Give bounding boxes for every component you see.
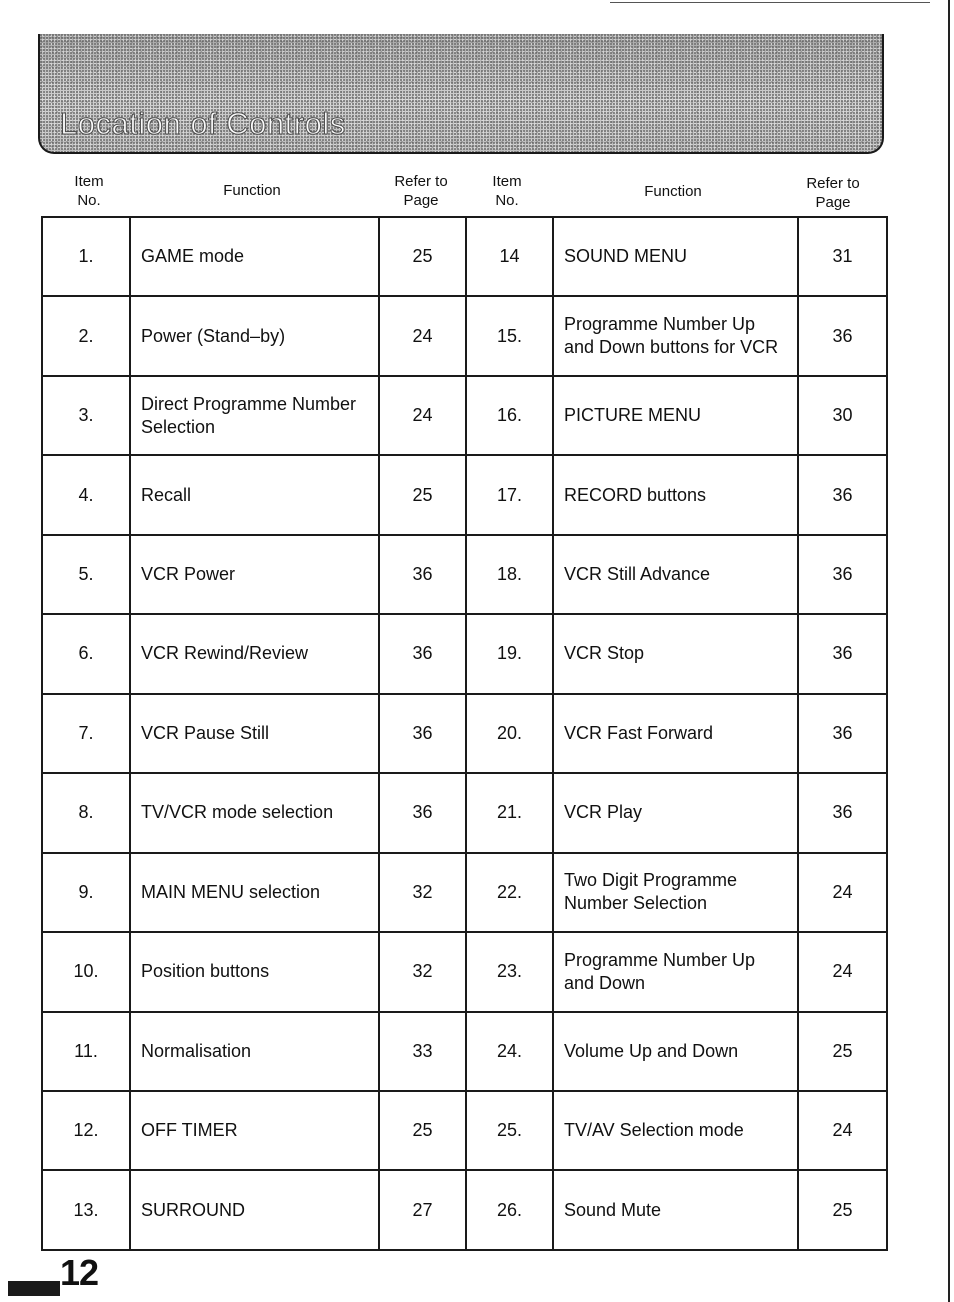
page-title: Location of Controls: [60, 106, 346, 141]
page-reference: 30: [798, 376, 887, 455]
function-cell: OFF TIMER: [130, 1091, 379, 1170]
item-number: 2.: [42, 296, 130, 375]
item-number: 24.: [466, 1012, 553, 1091]
function-cell: RECORD buttons: [553, 455, 798, 534]
page-reference: 36: [379, 773, 466, 852]
item-number: 26.: [466, 1170, 553, 1249]
table-row: [42, 614, 887, 693]
function-cell: SOUND MENU: [553, 217, 798, 296]
item-number: 15.: [466, 296, 553, 375]
function-cell: Volume Up and Down: [553, 1012, 798, 1091]
function-cell: GAME mode: [130, 217, 379, 296]
page-reference: 24: [379, 296, 466, 375]
top-rule: [610, 2, 930, 3]
function-cell: TV/AV Selection mode: [553, 1091, 798, 1170]
function-cell: VCR Still Advance: [553, 535, 798, 614]
table-row: [42, 853, 887, 932]
item-number: 3.: [42, 376, 130, 455]
page-reference: 36: [798, 535, 887, 614]
function-cell: VCR Power: [130, 535, 379, 614]
page-reference: 24: [798, 853, 887, 932]
page-reference: 36: [379, 614, 466, 693]
header-item-no-right: Item No.: [492, 173, 522, 209]
table-row: [42, 217, 887, 296]
function-cell: Direct Programme Number Selection: [130, 376, 379, 455]
controls-table: [41, 216, 888, 1251]
page-reference: 36: [798, 773, 887, 852]
item-number: 23.: [466, 932, 553, 1011]
header-function-left: Function: [223, 182, 281, 199]
item-number: 18.: [466, 535, 553, 614]
function-cell: Programme Number Up and Down buttons for VCR: [553, 296, 798, 375]
function-cell: VCR Stop: [553, 614, 798, 693]
table-row: [42, 1091, 887, 1170]
page-reference: 25: [379, 217, 466, 296]
function-cell: MAIN MENU selection: [130, 853, 379, 932]
page-reference: 33: [379, 1012, 466, 1091]
item-number: 17.: [466, 455, 553, 534]
item-number: 1.: [42, 217, 130, 296]
item-number: 22.: [466, 853, 553, 932]
header-refer-page-left: Refer to Page: [394, 173, 448, 209]
title-banner: [38, 34, 884, 154]
page-reference: 24: [798, 932, 887, 1011]
page-reference: 31: [798, 217, 887, 296]
function-cell: VCR Rewind/Review: [130, 614, 379, 693]
table-row: [42, 455, 887, 534]
function-cell: TV/VCR mode selection: [130, 773, 379, 852]
item-number: 14: [466, 217, 553, 296]
function-cell: Sound Mute: [553, 1170, 798, 1249]
item-number: 20.: [466, 694, 553, 773]
table-row: [42, 694, 887, 773]
function-cell: PICTURE MENU: [553, 376, 798, 455]
item-number: 21.: [466, 773, 553, 852]
item-number: 7.: [42, 694, 130, 773]
function-cell: VCR Pause Still: [130, 694, 379, 773]
page-reference: 27: [379, 1170, 466, 1249]
table-row: [42, 296, 887, 375]
page-reference: 25: [798, 1012, 887, 1091]
function-cell: VCR Play: [553, 773, 798, 852]
table-row: [42, 932, 887, 1011]
header-refer-page-right: Refer to Page: [806, 175, 860, 211]
page-reference: 24: [798, 1091, 887, 1170]
page-edge-rule: [948, 0, 950, 1302]
function-cell: Recall: [130, 455, 379, 534]
item-number: 5.: [42, 535, 130, 614]
function-cell: SURROUND: [130, 1170, 379, 1249]
page-reference: 36: [798, 296, 887, 375]
page-reference: 36: [798, 614, 887, 693]
header-function-right: Function: [644, 183, 702, 200]
header-item-no-left: Item No.: [74, 173, 104, 209]
item-number: 6.: [42, 614, 130, 693]
function-cell: Programme Number Up and Down: [553, 932, 798, 1011]
item-number: 13.: [42, 1170, 130, 1249]
page-reference: 24: [379, 376, 466, 455]
page-reference: 36: [379, 694, 466, 773]
item-number: 8.: [42, 773, 130, 852]
page-reference: 32: [379, 853, 466, 932]
page-reference: 36: [798, 694, 887, 773]
page-reference: 25: [379, 455, 466, 534]
item-number: 9.: [42, 853, 130, 932]
controls-table-body: [42, 217, 887, 1250]
item-number: 4.: [42, 455, 130, 534]
page-reference: 32: [379, 932, 466, 1011]
page-reference: 25: [379, 1091, 466, 1170]
table-row: [42, 773, 887, 852]
table-row: [42, 1170, 887, 1249]
table-row: [42, 1012, 887, 1091]
page-reference: 25: [798, 1170, 887, 1249]
page-reference: 36: [379, 535, 466, 614]
item-number: 16.: [466, 376, 553, 455]
page-tab-marker: [8, 1281, 60, 1296]
page-number: 12: [60, 1252, 99, 1293]
table-row: [42, 535, 887, 614]
item-number: 25.: [466, 1091, 553, 1170]
item-number: 11.: [42, 1012, 130, 1091]
function-cell: Two Digit Programme Number Selection: [553, 853, 798, 932]
function-cell: VCR Fast Forward: [553, 694, 798, 773]
item-number: 10.: [42, 932, 130, 1011]
function-cell: Normalisation: [130, 1012, 379, 1091]
table-row: [42, 376, 887, 455]
function-cell: Power (Stand–by): [130, 296, 379, 375]
page-reference: 36: [798, 455, 887, 534]
item-number: 19.: [466, 614, 553, 693]
item-number: 12.: [42, 1091, 130, 1170]
function-cell: Position buttons: [130, 932, 379, 1011]
